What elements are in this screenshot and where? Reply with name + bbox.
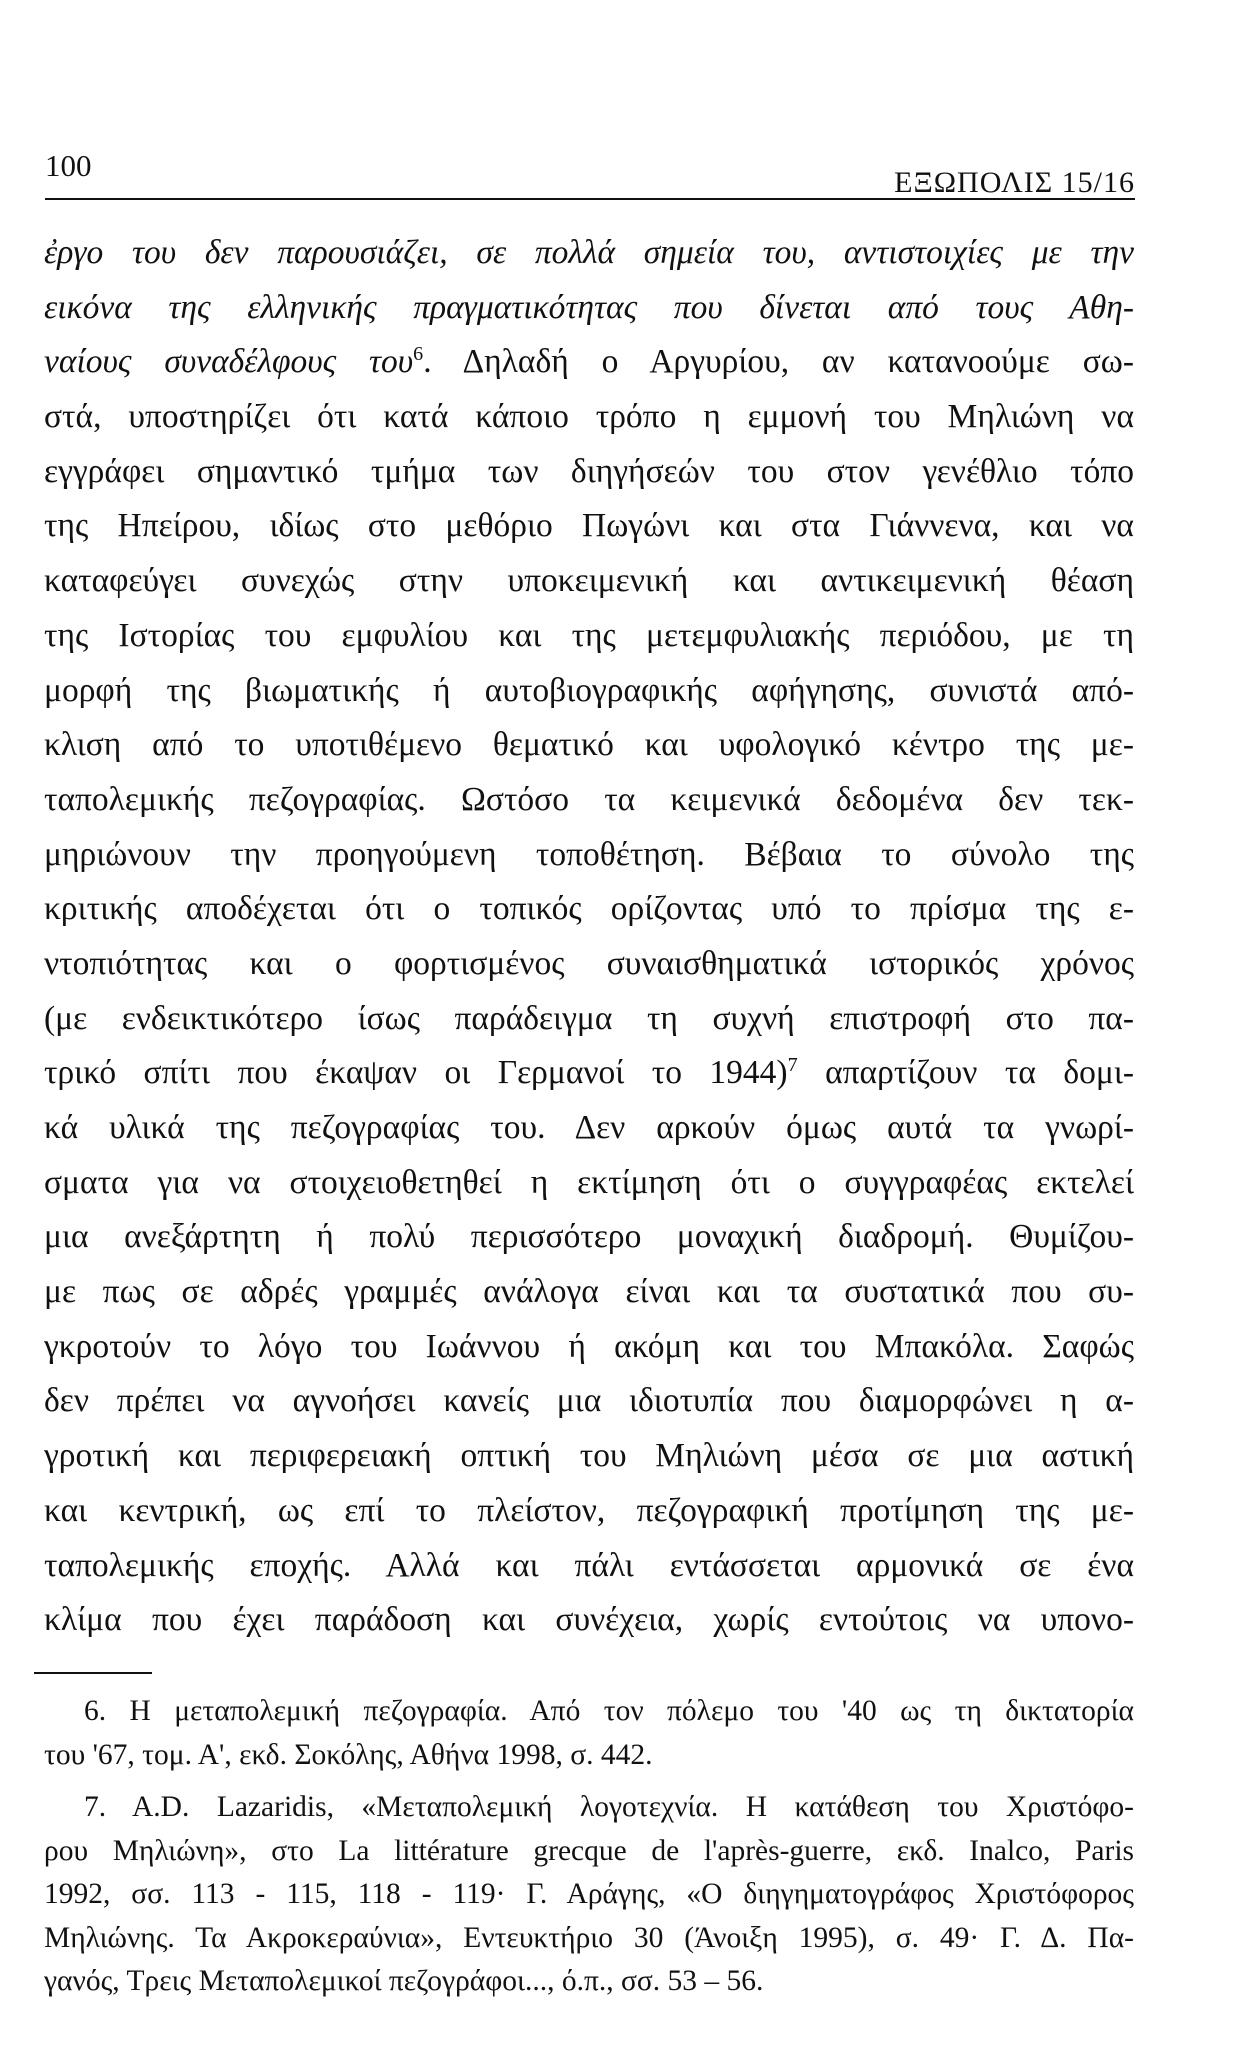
body-line: μορφή της βιωματικής ή αυτοβιογραφικής αφήγησης, συνιστά από- bbox=[44, 671, 1134, 709]
body-line: ταπολεμικής πεζογραφίας. Ωστόσο τα κειμενικά δεδομένα δεν τεκ- bbox=[44, 780, 1134, 818]
body-line: ταπολεμικής εποχής. Αλλά και πάλι εντάσσεται αρμονικά σε ένα bbox=[44, 1546, 1134, 1584]
footnote-line: του '67, τομ. Α', εκδ. Σοκόλης, Αθήνα 1998, σ. 442. bbox=[44, 1738, 653, 1771]
page-header bbox=[45, 148, 1135, 200]
footnote-divider bbox=[34, 1672, 152, 1674]
body-line: σματα για να στοιχειοθετηθεί η εκτίμηση ότι ο συγγραφέας εκτελεί bbox=[44, 1163, 1134, 1201]
body-line: γκροτούν το λόγο του Ιωάννου ή ακόμη και του Μπακόλα. Σαφώς bbox=[44, 1327, 1134, 1365]
footnote-ref-6: $^6$. Δηλαδή ο Αργυρίου, αν κατανοούμε σω- bbox=[413, 343, 1134, 381]
body-line: ντοπιότητας και ο φορτισμένος συναισθηματικά ιστορικός χρόνος bbox=[44, 944, 1134, 982]
page-number: 100 bbox=[45, 148, 92, 183]
footnotes bbox=[44, 1690, 1134, 2004]
body-line: κλίμα που έχει παράδοση και συνέχεια, χωρίς εντούτοις να υπονο- bbox=[44, 1601, 1134, 1639]
body-line: γροτική και περιφερειακή οπτική του Μηλιώνη μέσα σε μια αστική bbox=[44, 1437, 1134, 1475]
body-line: με πως σε αδρές γραμμές ανάλογα είναι και τα συστατικά που συ- bbox=[44, 1273, 1134, 1311]
footnote-6 bbox=[44, 1690, 1134, 1777]
running-head: ΕΞΩΠΟΛΙΣ 15/16 bbox=[894, 166, 1135, 199]
body-line: ἐργο του δεν παρουσιάζει, σε πολλά σημεία του, αντιστοιχίες με την bbox=[44, 234, 1134, 271]
body-line: εγγράφει σημαντικό τμήμα των διηγήσεών του στον γενέθλιο τόπο bbox=[44, 452, 1134, 490]
footnote-line: γανός, Τρεις Μεταπολεμικοί πεζογράφοι..., ό.π., σσ. 53 – 56. bbox=[44, 1965, 764, 1997]
footnote-ref-7: $^7$ απαρτίζουν τα δομι- bbox=[787, 1054, 1134, 1092]
body-line: της Ηπείρου, ιδίως στο μεθόριο Πωγώνι και στα Γιάννενα, και να bbox=[44, 507, 1134, 545]
body-line: δεν πρέπει να αγνοήσει κανείς μια ιδιοτυπία που διαμορφώνει η α- bbox=[44, 1382, 1134, 1420]
body-line: κλιση από το υποτιθέμενο θεματικό και υφολογικό κέντρο της με- bbox=[44, 726, 1134, 764]
body-line: μια ανεξάρτητη ή πολύ περισσότερο μοναχική διαδρομή. Θυμίζου- bbox=[44, 1218, 1134, 1256]
body-line: μηριώνουν την προηγούμενη τοποθέτηση. Βέβαια το σύνολο της bbox=[44, 835, 1134, 873]
body-line: ναίους συναδέλφους του$^6$. Δηλαδή ο Αργυρίου, αν κατανοούμε σω- bbox=[44, 343, 1134, 381]
body-line: στά, υποστηρίζει ότι κατά κάποιο τρόπο η εμμονή του Μηλιώνη να bbox=[44, 398, 1134, 436]
body-text bbox=[44, 226, 1134, 1648]
footnote-line: 1992, σσ. 113 - 115, 118 - 119· Γ. Αράγης, «Ο διηγηματογράφος Χριστόφορος bbox=[44, 1878, 1134, 1910]
body-line: τρικό σπίτι που έκαψαν οι Γερμανοί το 1944)$^7$ απαρτίζουν τα δομι- bbox=[44, 1054, 1134, 1092]
body-line: κριτικής αποδέχεται ότι ο τοπικός ορίζοντας υπό το πρίσμα της ε- bbox=[44, 890, 1134, 928]
body-line: κά υλικά της πεζογραφίας του. Δεν αρκούν όμως αυτά τα γνωρί- bbox=[44, 1109, 1134, 1146]
footnote-line: ρου Μηλιώνη», στο La littérature grecque de l'après-guerre, εκδ. Inalco, Paris bbox=[44, 1834, 1134, 1867]
footnote-line: 6. Η μεταπολεμική πεζογραφία. Από τον πόλεμο του '40 ως τη δικτατορία bbox=[84, 1695, 1134, 1727]
footnote-7 bbox=[44, 1786, 1134, 2004]
body-line: (με ενδεικτικότερο ίσως παράδειγμα τη συχνή επιστροφή στο πα- bbox=[44, 999, 1134, 1037]
body-line: και κεντρική, ως επί το πλείστον, πεζογραφική προτίμηση της με- bbox=[44, 1491, 1134, 1529]
body-line: της Ιστορίας του εμφυλίου και της μετεμφυλιακής περιόδου, με τη bbox=[44, 616, 1134, 654]
body-line: καταφεύγει συνεχώς στην υποκειμενική και αντικειμενική θέαση bbox=[44, 562, 1134, 600]
body-line: εικόνα της ελληνικής πραγματικότητας που δίνεται από τους Αθη- bbox=[44, 288, 1134, 326]
footnote-line: 7. A.D. Lazaridis, «Μεταπολεμική λογοτεχνία. Η κατάθεση του Χριστόφο- bbox=[84, 1791, 1134, 1823]
footnote-line: Μηλιώνης. Τα Ακροκεραύνια», Εντευκτήριο 30 (Άνοιξη 1995), σ. 49· Γ. Δ. Πα- bbox=[44, 1921, 1134, 1954]
